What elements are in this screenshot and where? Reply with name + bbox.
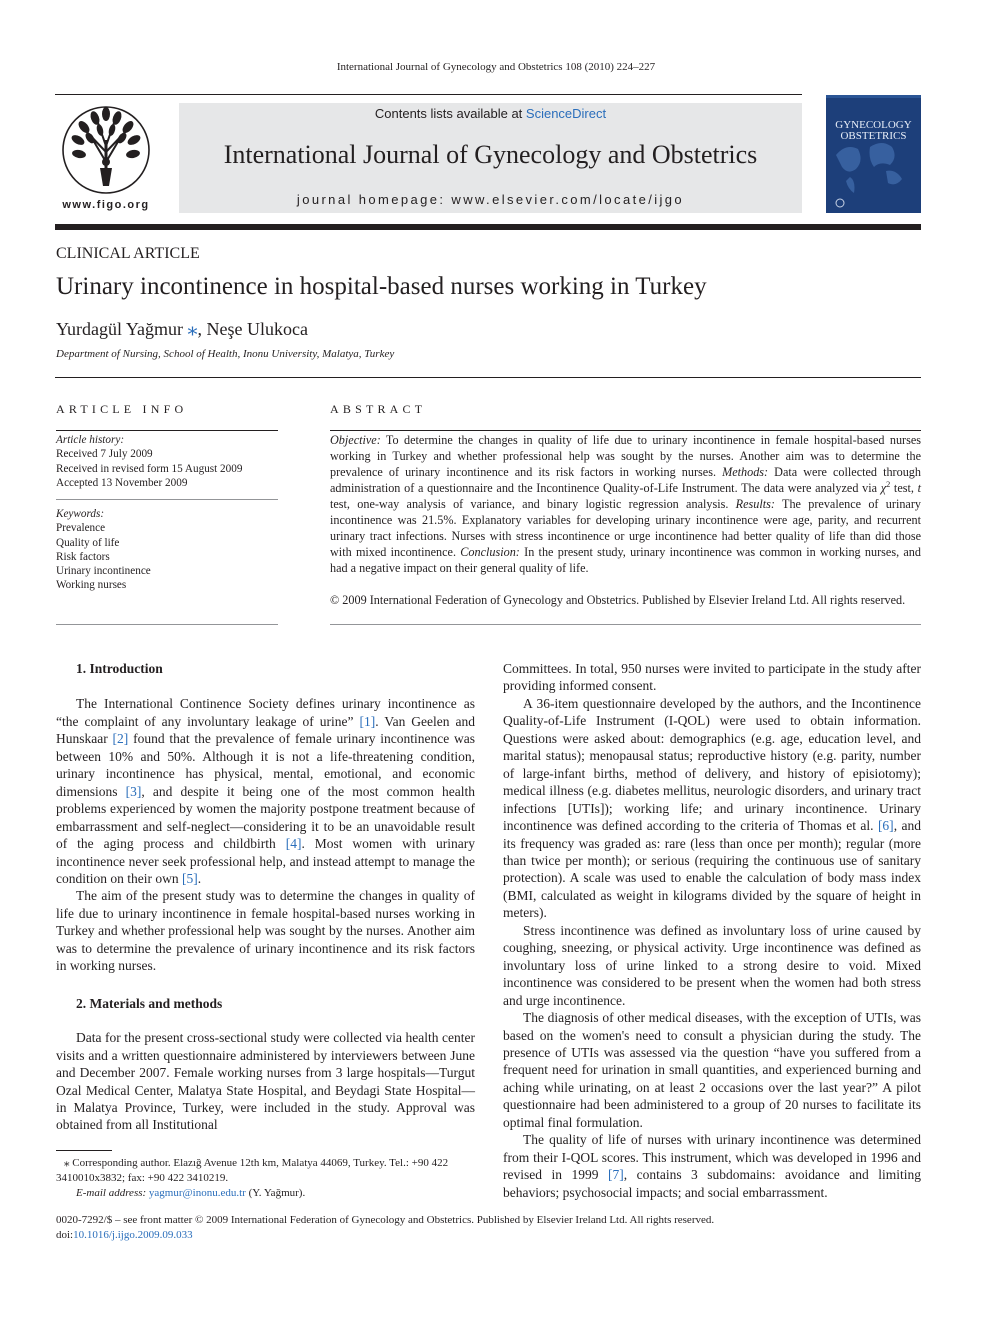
keyword: Working nurses: [56, 579, 127, 592]
history-accepted: Accepted 13 November 2009: [56, 476, 188, 489]
running-head: International Journal of Gynecology and Obstetrics 108 (2010) 224–227: [336, 61, 656, 73]
ref-5[interactable]: [5]: [181, 870, 198, 886]
right-paragraph-1: [503, 695, 921, 922]
keywords-label: Keywords:: [56, 508, 105, 520]
ref-1[interactable]: [1]: [359, 713, 376, 729]
article-type: CLINICAL ARTICLE: [56, 245, 200, 262]
journal-cover[interactable]: [826, 95, 921, 213]
history-label: Article history:: [56, 434, 125, 446]
author-list: [56, 316, 308, 341]
text-run: . Van Geelen and Hunskaar: [56, 713, 475, 747]
page-footer: [56, 1213, 916, 1242]
keywords: [56, 507, 278, 593]
article-history: [56, 433, 278, 490]
abstract-text: [330, 433, 921, 577]
footnote-text: Corresponding author. Elazığ Avenue 12th km, Malatya 44069, Turkey. Tel.: +90 422 3410010x3832; fax: +90 422 3410219.: [56, 1157, 449, 1184]
text-run: found that the prevalence of female urinary incontinence was between 10% and 50%. Although it is not a life-threatening condition, urinary incontinence has physical, mental, emotional, and economic dimensions: [56, 731, 476, 799]
right-paragraph-0: Committees. In total, 950 nurses were invited to participate in the study after providing informed consent.: [503, 661, 921, 694]
intro-paragraph-1: [56, 695, 475, 887]
history-rule: [56, 499, 278, 500]
email-label: E-mail address:: [76, 1187, 149, 1199]
abstract-methods: Data were collected through administration of a questionnaire and the Incontinence Quality-of-Life Instrument. The data were analyzed via: [330, 464, 921, 495]
history-revised: Received in revised form 15 August 2009: [56, 462, 243, 475]
t-symbol: t: [917, 480, 921, 495]
right-paragraph-2: Stress incontinence was defined as involuntary loss of urine caused by coughing, sneezing, or physical activity. Urge incontinence was defined as involuntary loss of urine linked to a strong desire to void. Mixed incontinence was considered to be present when the women had both stress and urge incontinence.: [503, 922, 921, 1008]
text-run: , and despite it being one of the most common health problems experienced by women the majority postpone treatment because of embarrassment and self-neglect—considering it to be an unavoidable result of the aging process and childbirth: [56, 783, 475, 852]
abstract-methods-end: test, one-way analysis of variance, and binary logistic regression analysis.: [330, 496, 736, 511]
keyword: Urinary incontinence: [56, 565, 151, 578]
abstract-objective: To determine the changes in quality of life due to urinary incontinence in female hospital-based nurses working in Turkey and whether professional help was sought by the nurses. Another aim was to determine the prevalence of urinary incontinence and its risk factors in working nurses.: [330, 433, 921, 479]
methods-label: Methods:: [722, 464, 769, 479]
abstract-heading: ABSTRACT: [330, 402, 427, 416]
email-suffix: (Y. Yağmur).: [245, 1187, 306, 1199]
header-rule: [55, 94, 802, 95]
keyword: Risk factors: [56, 550, 110, 563]
right-paragraph-4: [503, 1131, 921, 1201]
cover-title-1: GYNECOLOGY: [835, 119, 912, 131]
corresponding-author-note: [56, 1156, 475, 1186]
contents-prefix: Contents lists available at: [374, 106, 526, 121]
methods-heading: 2. Materials and methods: [76, 995, 223, 1011]
article-title: Urinary incontinence in hospital-based nurses working in Turkey: [56, 273, 707, 300]
abstract-bottom-rule: [330, 624, 921, 625]
abstract-copyright: © 2009 International Federation of Gynecology and Obstetrics. Published by Elsevier Ireland Ltd. All rights reserved.: [330, 593, 906, 607]
text-run: , and its frequency was graded as: rare (less than once per month); regular (more than twice per month); or serious (requiring the continuous use of sanitary protection). A scale was used to enable the calculation of body mass index (BMI, calculated as weight in kilograms divided by the square of height in meters).: [503, 818, 921, 921]
text-run: A 36-item questionnaire developed by the authors, and the Incontinence Quality-of-Life Instrument (I-QOL) were used to obtain information. Questions were asked about: demographics (e.g. age, education level, and marital status); menopausal status; reproductive history (e.g. parity, number of large-infant births, method of delivery, and history of episiotomy); medical illness (e.g. diabetes mellitus, neurologic disorders, and urinary tract infections [UTIs]); working life; and urinary incontinence. Urinary incontinence was defined according to the criteria of Thomas et al.: [503, 695, 921, 834]
text-run: . Most women with urinary incontinence never seek professional help, and instead attempt to manage the condition on their own: [56, 836, 475, 886]
doi-prefix: doi:: [56, 1228, 74, 1241]
figo-tree-icon: [55, 100, 157, 212]
affiliation: Department of Nursing, School of Health, Inonu University, Malatya, Turkey: [56, 348, 395, 360]
article-info-heading: ARTICLE INFO: [56, 402, 188, 416]
abstract-rule: [330, 430, 921, 431]
corresponding-author-marker[interactable]: ⁎: [187, 318, 198, 340]
author-2: Neşe Ulukoca: [206, 319, 308, 339]
homepage-url[interactable]: www.elsevier.com/locate/ijgo: [451, 192, 685, 207]
homepage-prefix: journal homepage:: [296, 192, 452, 207]
keyword: Prevalence: [56, 522, 106, 535]
methods-paragraph-1: Data for the present cross-sectional study were collected via health center visits and a written questionnaire administered by interviewers between June and December 2007. Female working nurses from 3 large hospitals—Turgut Ozal Medical Center, Malatya State Hospital, and Beydagi State Hospital—in Malatya Province, Turkey, were included in the study. Approval was obtained from all Institutional: [56, 1030, 475, 1133]
doi-link[interactable]: 10.1016/j.ijgo.2009.09.033: [73, 1228, 193, 1241]
footnote-rule: [56, 1150, 112, 1151]
ref-4[interactable]: [4]: [285, 836, 302, 852]
text-run: The quality of life of nurses with urinary incontinence was determined from their I-QOL scores. This instrument, which was developed in 1996 and revised in 1999: [503, 1132, 921, 1183]
footnote-marker: ⁎: [64, 1157, 70, 1169]
abstract-results: The prevalence of urinary incontinence was 21.5%. Explanatory variables for developing urinary incontinence were age, parity, and recurrent urinary tract infections. Nurses with stress incontinence or urge incontinence had better quality of life than did those with mixed incontinence.: [330, 496, 921, 559]
figo-logo[interactable]: [55, 100, 157, 212]
objective-label: Objective:: [330, 433, 381, 447]
text-run: , contains 3 subdomains: avoidance and limiting behaviors; psychosocial impacts; and social embarrassment.: [503, 1167, 921, 1200]
cover-title-2: OBSTETRICS: [840, 130, 907, 142]
intro-paragraph-2: The aim of the present study was to determine the changes in quality of life due to urinary incontinence in female hospital-based nurses working in Turkey and whether professional help was sought by the nurses. Another aim was to determine the prevalence of urinary incontinence and its risk factors in working nurses.: [56, 888, 475, 974]
right-column: [503, 660, 921, 1201]
contents-line: [179, 106, 802, 121]
figo-url: www.figo.org: [62, 199, 150, 211]
results-label: Results:: [735, 496, 775, 511]
intro-heading: 1. Introduction: [76, 661, 163, 676]
ref-7[interactable]: [7]: [607, 1167, 624, 1183]
journal-homepage: [179, 192, 802, 207]
text-run: .: [197, 870, 202, 886]
header-thick-rule: [55, 224, 921, 230]
author-1: Yurdagül Yağmur: [56, 319, 184, 339]
abstract-conclusion: In the present study, urinary incontinence was common in working nurses, and had a negative impact on their general quality of life.: [330, 544, 921, 575]
email-note: [56, 1186, 475, 1201]
ref-3[interactable]: [3]: [125, 783, 142, 799]
keywords-rule: [56, 624, 278, 625]
history-received: Received 7 July 2009: [56, 448, 153, 461]
world-map-icon: [826, 95, 921, 213]
affiliation-rule: [55, 377, 921, 378]
footnote: [56, 1156, 475, 1201]
ref-6[interactable]: [6]: [877, 818, 894, 834]
chi-superscript: 2: [886, 479, 891, 489]
doi-line: [56, 1228, 916, 1243]
left-column: [56, 660, 475, 1134]
conclusion-label: Conclusion:: [460, 544, 520, 559]
author-separator: ,: [197, 319, 207, 339]
email-link[interactable]: yagmur@inonu.edu.tr: [148, 1187, 246, 1199]
abstract-methods-cont: test,: [890, 480, 918, 495]
chi-symbol: χ: [880, 480, 887, 495]
text-run: The International Continence Society defines urinary incontinence as “the complaint of any involuntary leakage of urine”: [56, 696, 475, 729]
right-paragraph-3: The diagnosis of other medical diseases, with the exception of UTIs, was based on the women's need to consult a physician during the study. The presence of UTIs was assessed via the question “have you suffered from a frequent need for urination in small quantities, and experienced burning and aching while urinating, on at least 2 occasions over the last year?” A pilot questionnaire had been administered to a group of 20 nurses to facilitate its optimal final formulation.: [503, 1010, 921, 1130]
sciencedirect-link[interactable]: ScienceDirect: [525, 106, 607, 121]
article-info-rule: [56, 430, 278, 431]
ref-2[interactable]: [2]: [112, 731, 129, 747]
journal-name: International Journal of Gynecology and Obstetrics: [223, 140, 758, 169]
issn-line: 0020-7292/$ – see front matter © 2009 International Federation of Gynecology and Obstetrics. Published by Elsevier Ireland Ltd. All rights reserved.: [56, 1214, 715, 1226]
keyword: Quality of life: [56, 536, 120, 549]
